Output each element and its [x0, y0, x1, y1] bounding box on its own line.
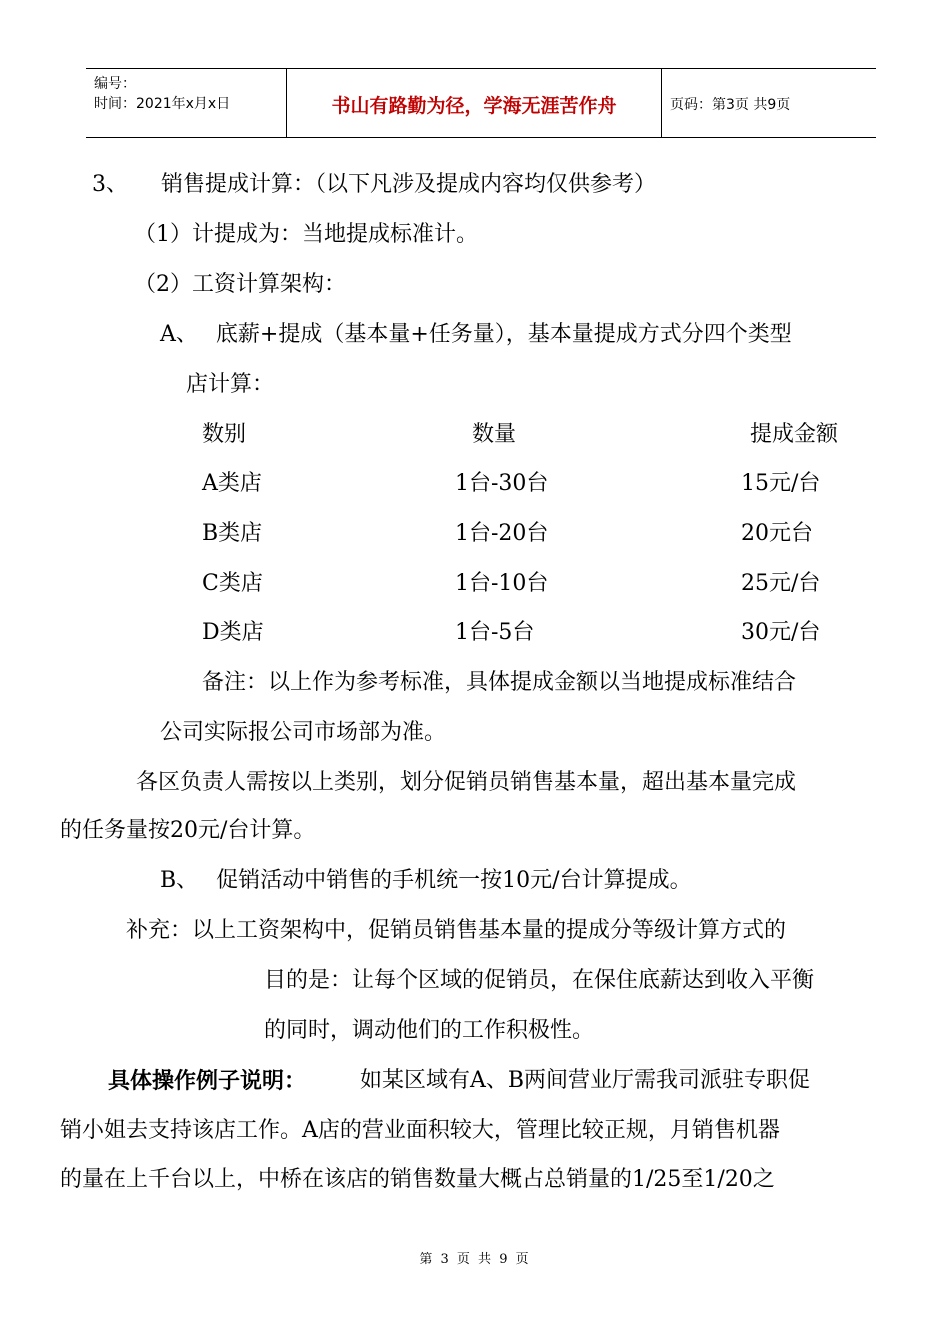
example-line-3: 的量在上千台以上，中桥在该店的销售数量大概占总销量的1/25至1/20之: [60, 1167, 775, 1192]
region-note-line-1: 各区负责人需按以上类别，划分促销员销售基本量，超出基本量完成: [136, 770, 797, 795]
table-cell-category: A类店: [202, 471, 262, 496]
motto: 书山有路勤为径，学海无涯苦作舟: [331, 95, 617, 117]
item-1: （1）计提成为：当地提成标准计。: [134, 222, 478, 247]
example-line-2: 销小姐去支持该店工作。A店的营业面积较大，管理比较正规，月销售机器: [60, 1118, 780, 1143]
page-footer: 第 3 页 共 9 页: [419, 1252, 531, 1267]
region-note-line-2: 的任务量按20元/台计算。: [60, 818, 316, 843]
table-cell-category: C类店: [202, 571, 263, 596]
table-cell-category: B类店: [202, 521, 263, 546]
remark-line-1: 备注：以上作为参考标准，具体提成金额以当地提成标准结合: [202, 670, 797, 695]
table-cell-quantity: 1台-10台: [455, 571, 549, 596]
item-2: （2）工资计算架构：: [134, 272, 346, 297]
part-b: B、 促销活动中销售的手机统一按10元/台计算提成。: [160, 868, 692, 893]
example-line-1: 如某区域有A、B两间营业厅需我司派驻专职促: [360, 1068, 811, 1093]
section-heading: 3、 销售提成计算：（以下凡涉及提成内容均仅供参考）: [92, 172, 656, 197]
table-cell-amount: 20元台: [741, 521, 813, 546]
supplement-line-3: 的同时，调动他们的工作积极性。: [264, 1018, 595, 1043]
table-cell-quantity: 1台-30台: [455, 471, 549, 496]
table-header-quantity: 数量: [472, 422, 517, 447]
supplement-line-2: 目的是：让每个区域的促销员，在保住底薪达到收入平衡: [264, 968, 815, 993]
page-code: 页码：第3页 共9页: [670, 97, 791, 113]
remark-line-2: 公司实际报公司市场部为准。: [160, 720, 447, 745]
table-header-category: 数别: [202, 422, 247, 447]
example-title: 具体操作例子说明：: [108, 1068, 307, 1094]
table-header-amount: 提成金额: [750, 422, 839, 447]
table-cell-amount: 30元/台: [741, 620, 821, 645]
part-a-line-2: 店计算：: [186, 372, 275, 397]
header-left-cell: [86, 69, 287, 137]
table-cell-category: D类店: [202, 620, 264, 645]
supplement-line-1: 补充：以上工资架构中，促销员销售基本量的提成分等级计算方式的: [126, 918, 787, 943]
table-cell-amount: 25元/台: [741, 571, 821, 596]
table-cell-quantity: 1台-20台: [455, 521, 549, 546]
header-table: [86, 68, 876, 138]
table-cell-amount: 15元/台: [741, 471, 821, 496]
table-cell-quantity: 1台-5台: [455, 620, 535, 645]
time-label: 时间：2021年x月x日: [94, 96, 231, 112]
number-label: 编号：: [94, 76, 136, 92]
header-motto-cell: [287, 69, 662, 137]
header-right-cell: [662, 69, 876, 137]
part-a-line-1: A、 底薪+提成（基本量+任务量），基本量提成方式分四个类型: [160, 322, 792, 347]
